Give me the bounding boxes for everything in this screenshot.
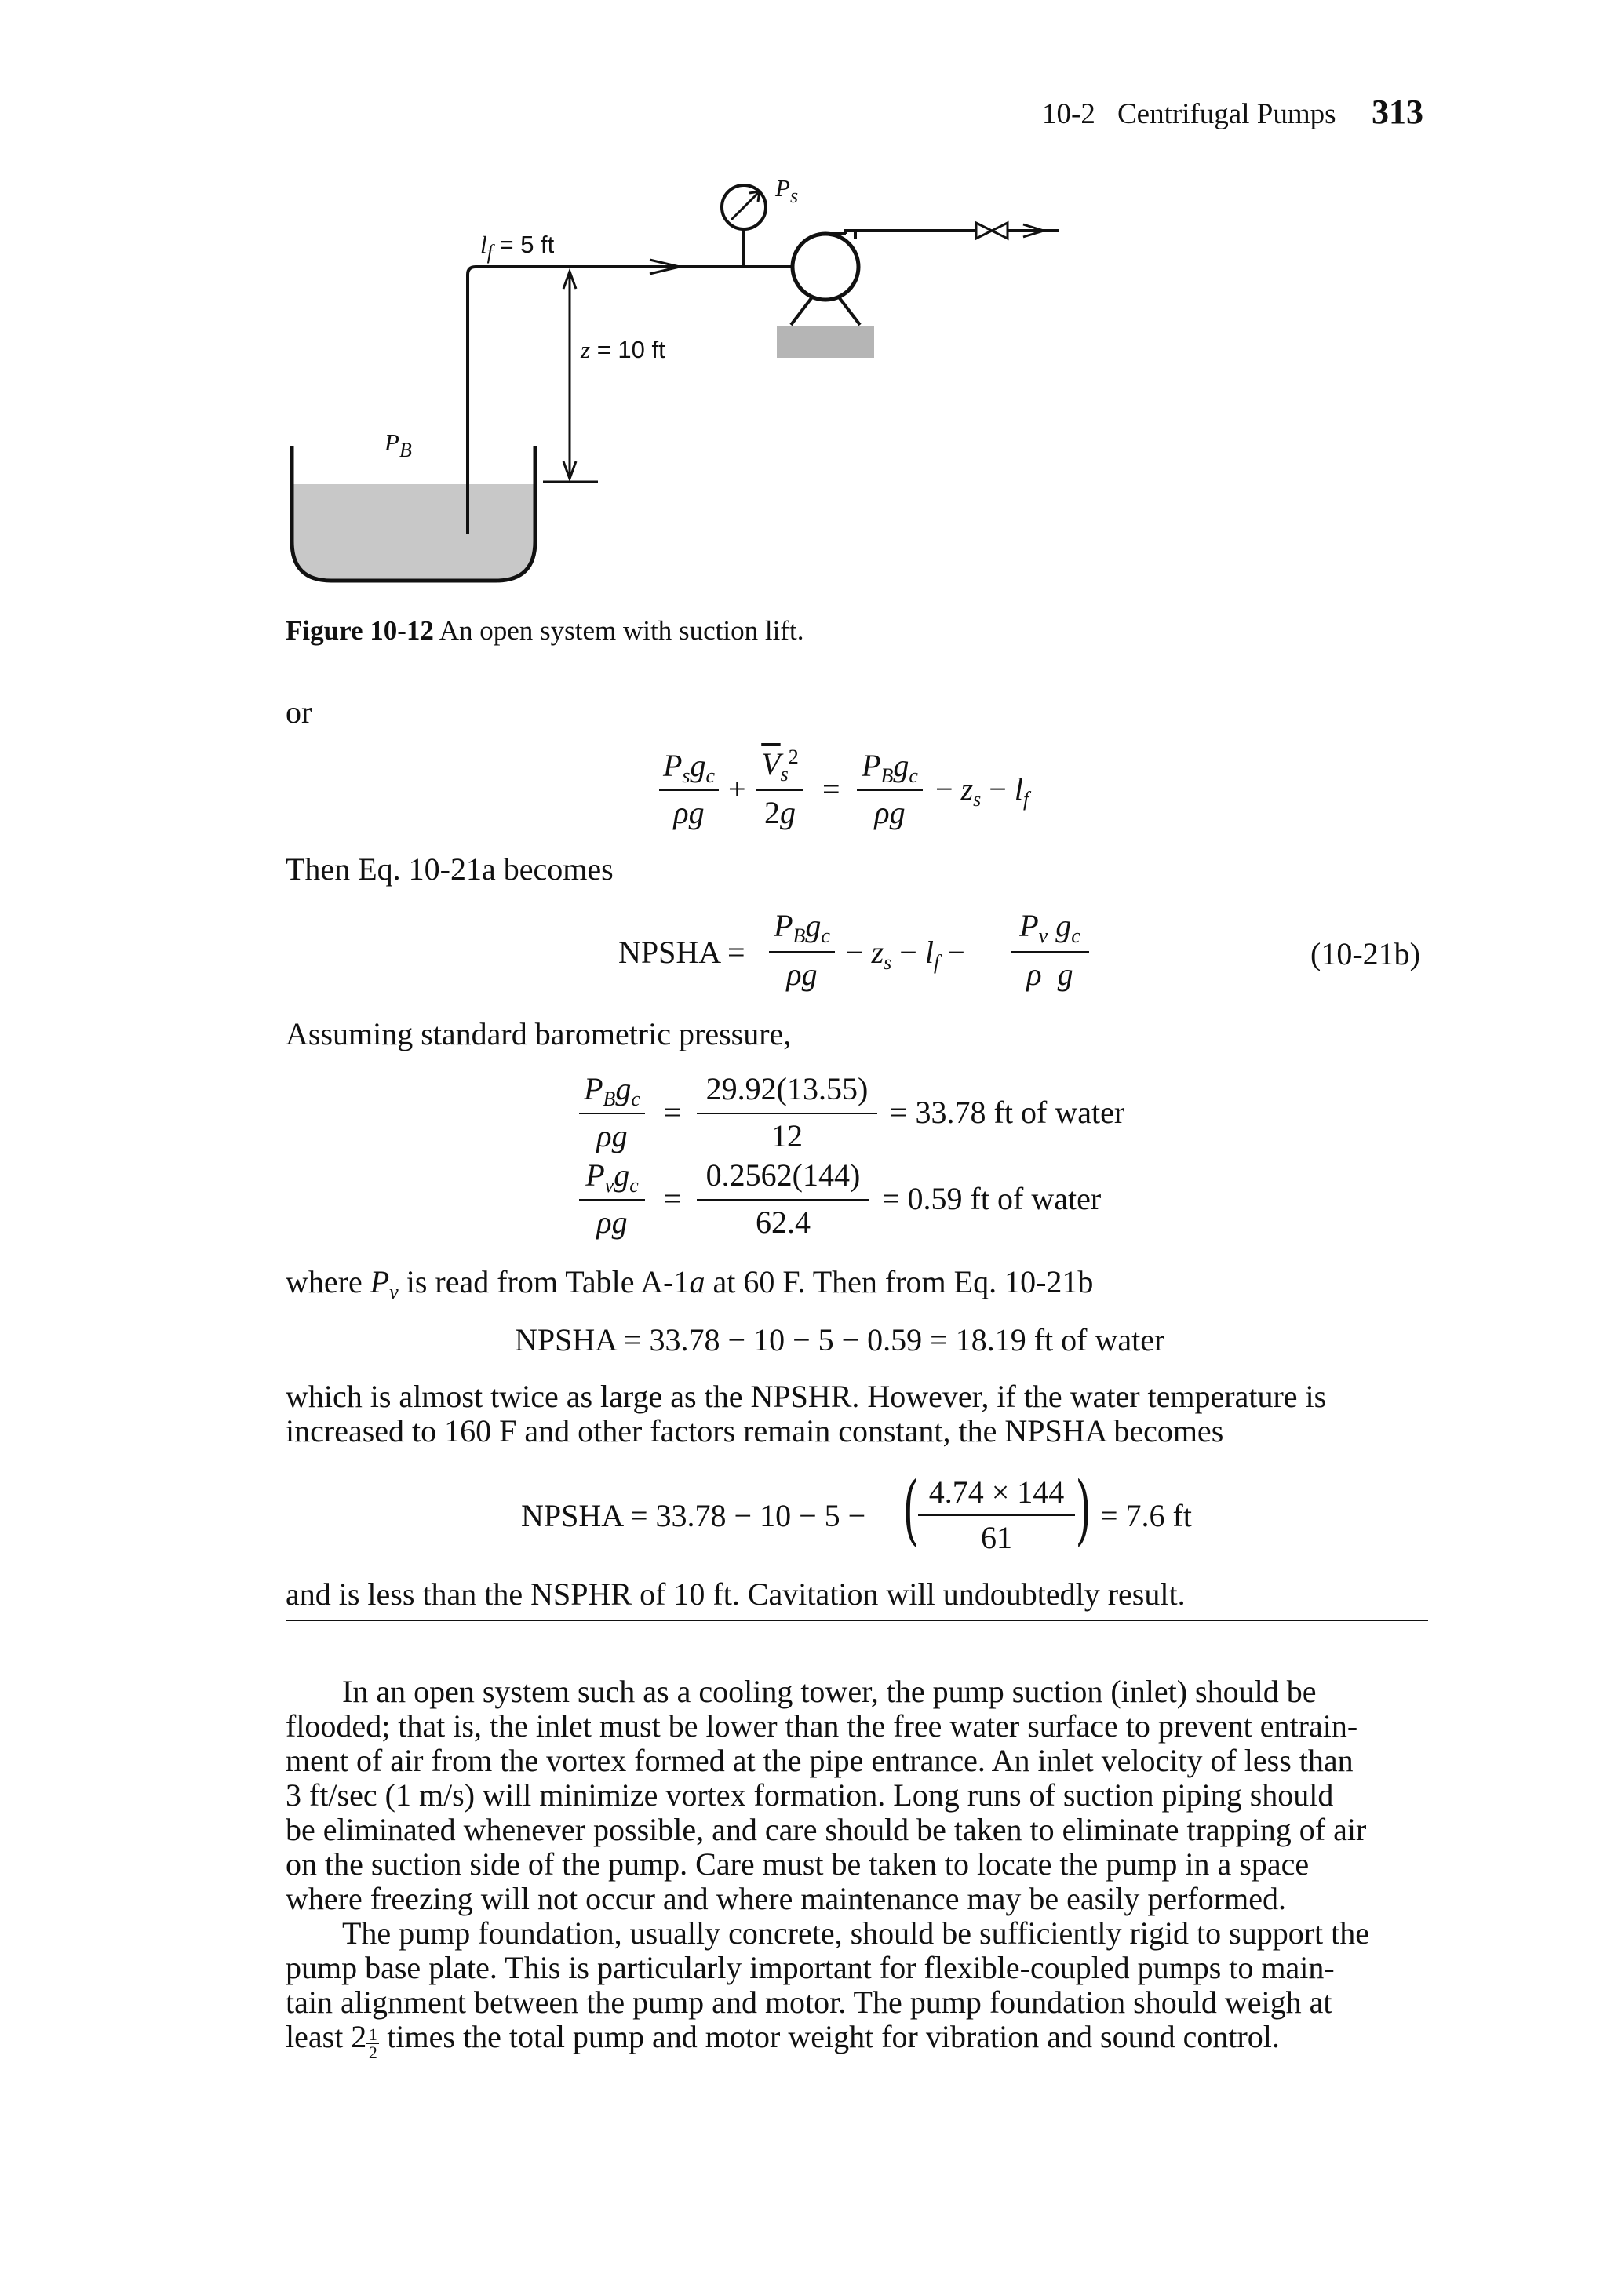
text-where: where $P_v$ is read from Table A-1a at 60 F. Then from Eq. 10-21b: [286, 1264, 1094, 1303]
pump-icon: [793, 234, 858, 300]
equation-number: (10-21b): [1310, 936, 1420, 971]
valve-icon: [976, 223, 1008, 239]
pb-label: $P_B$: [384, 428, 412, 461]
z-label: z = 10 ft: [581, 336, 665, 363]
paragraph-last-line: least 2 $\frac{1}{2}$ times the total pump and motor weight for vibration and sound control.: [286, 2019, 1280, 2062]
text-less-than: and is less than the NSPHR of 10 ft. Cavitation will undoubtedly result.: [286, 1576, 1186, 1612]
calc-vapor-head: $P_vg_c$ ρg = 0.2562(144) 62.4 = 0.59 ft of water: [579, 1157, 1144, 1245]
tank-water: [292, 484, 535, 581]
equation-npsha-160f: NPSHA = 33.78 − 10 − 5 − ( 4.74 × 144 61 ) = 7.6 ft: [521, 1466, 1192, 1555]
npsha-result-line: NPSHA = 33.78 − 10 − 5 − 0.59 = 18.19 ft of water: [515, 1322, 1165, 1358]
text-or: or: [286, 694, 312, 730]
header-title: Centrifugal Pumps: [1117, 98, 1336, 130]
calc-barometric-head: $P_Bg_c$ ρg = 29.92(13.55) 12 = 33.78 ft of water: [579, 1070, 1144, 1158]
text-twice: which is almost twice as large as the NPSHR. However, if the water temperature is increased to 160 F and other factors remain constant, the NPSHA becomes: [286, 1379, 1327, 1449]
example-end-rule: [286, 1620, 1428, 1621]
equation-energy-balance: $P_sg_c$ ρg + $\overline{V}_s^2$ 2g = $P_Bg_c$ ρg − $z_s - l_f$: [659, 745, 1067, 840]
paragraph-open-system: In an open system such as a cooling tower, the pump suction (inlet) should be flooded; that is, the inlet must be lower than the free water surface to prevent entrain- ment of air from the vortex formed at the pipe entrance. An inlet velocity of less than 3 ft/sec (1 m/s) will minimize vortex formation. Long runs of suction piping should be eliminated whenever possible, and care should be taken to eliminate trapping of air on the suction side of the pump. Care must be taken to locate the pump in a space where freezing will not occur and where maintenance may be easily performed.: [286, 1674, 1367, 1916]
pump-base: [777, 326, 874, 358]
discharge-pipe: [846, 231, 976, 234]
suction-lift-diagram: [0, 0, 1607, 628]
paragraph-pump-foundation: The pump foundation, usually concrete, should be sufficiently rigid to support the pump base plate. This is particularly important for flexible-coupled pumps to main- tain alignment between the pump and motor. The pump foundation should weigh at least 2 $\frac{1}{2}$ times the total pump and motor weight for vibration and sound control.: [286, 1916, 1428, 2061]
text-assuming: Assuming standard barometric pressure,: [286, 1016, 792, 1051]
equation-npsha: NPSHA = $P_Bg_c$ ρg − $z_s - l_f$ − $P_v$ $g_c$ ρ g: [618, 904, 1121, 1001]
figure-caption: Figure 10-12 An open system with suction lift.: [286, 615, 804, 646]
text-then: Then Eq. 10-21a becomes: [286, 851, 614, 887]
ps-label: $P_s$: [775, 174, 799, 207]
page-number: 313: [1372, 93, 1423, 131]
header-section-number: 10-2: [1042, 98, 1095, 130]
lf-label: $l_f = 5$ ft: [480, 231, 555, 264]
